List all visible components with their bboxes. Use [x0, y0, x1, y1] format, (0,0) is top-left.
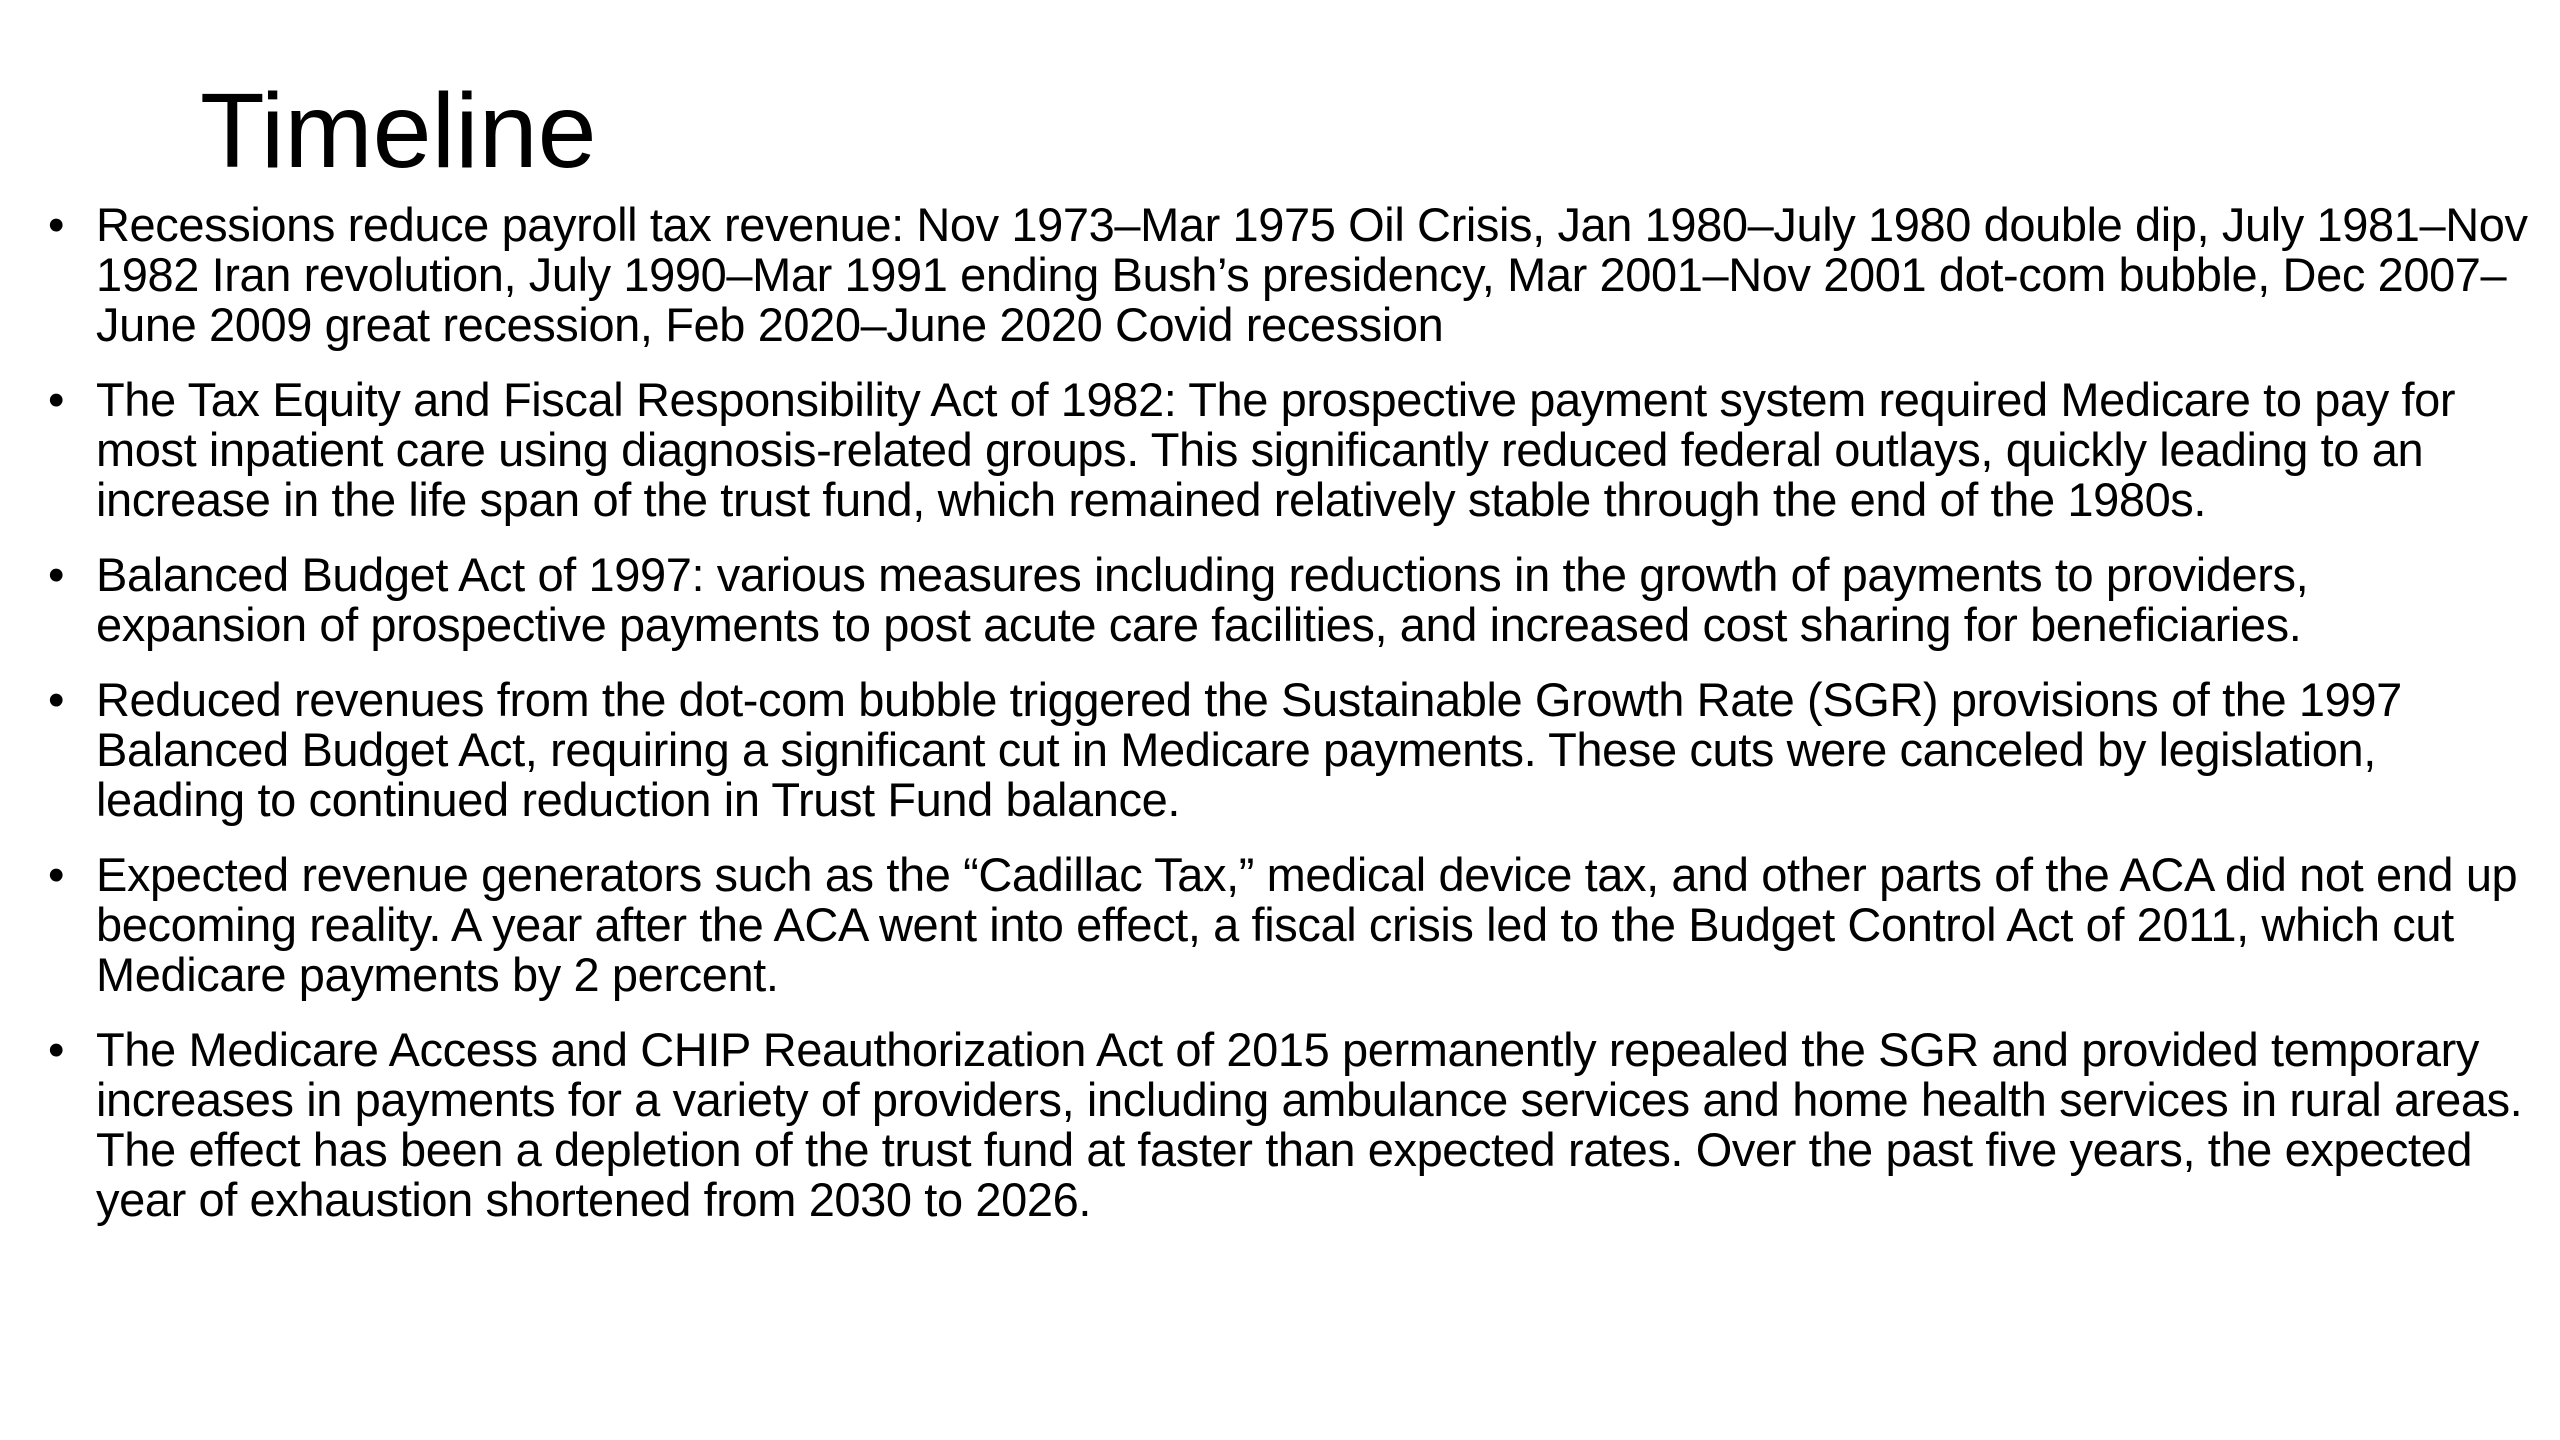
bullet-text: Reduced revenues from the dot-com bubble triggered the Sustainable Growth Rate (SGR) provisions of the 1997 Balanced Budget Act, requiring a significant cut in Medicare payments. These cuts were canceled by legislation, leading to continued reduction in Trust Fund balance.	[96, 673, 2402, 826]
bullet-item-recessions	[48, 200, 2528, 350]
bullet-icon: •	[48, 848, 65, 901]
bullet-icon: •	[48, 673, 65, 726]
bullet-text: The Tax Equity and Fiscal Responsibility Act of 1982: The prospective payment system required Medicare to pay for most inpatient care using diagnosis-related groups. This significantly reduced federal outlays, quickly leading to an increase in the life span of the trust fund, which remained relatively stable through the end of the 1980s.	[96, 373, 2456, 526]
bullet-item-macra-2015	[48, 1025, 2528, 1225]
bullet-icon: •	[48, 373, 65, 426]
bullet-text: Balanced Budget Act of 1997: various measures including reductions in the growth of payments to providers, expansion of prospective payments to post acute care facilities, and increased cost sharing for beneficiaries.	[96, 548, 2309, 651]
bullet-item-sgr	[48, 675, 2528, 825]
bullet-text: Expected revenue generators such as the “Cadillac Tax,” medical device tax, and other parts of the ACA did not end up becoming reality. A year after the ACA went into effect, a fiscal crisis led to the Budget Control Act of 2011, which cut Medicare payments by 2 percent.	[96, 848, 2518, 1001]
bullet-item-bba-1997	[48, 550, 2528, 650]
bullet-list	[48, 200, 2528, 1250]
bullet-text: The Medicare Access and CHIP Reauthorization Act of 2015 permanently repealed the SGR and provided temporary increases in payments for a variety of providers, including ambulance services and home health services in rural areas. The effect has been a depletion of the trust fund at faster than expected rates. Over the past five years, the expected year of exhaustion shortened from 2030 to 2026.	[96, 1023, 2523, 1226]
bullet-text: Recessions reduce payroll tax revenue: Nov 1973–Mar 1975 Oil Crisis, Jan 1980–July 1980 double dip, July 1981–Nov 1982 Iran revolution, July 1990–Mar 1991 ending Bush’s presidency, Mar 2001–Nov 2001 dot-com bubble, Dec 2007–June 2009 great recession, Feb 2020–June 2020 Covid recession	[96, 198, 2528, 351]
bullet-item-tefra-1982	[48, 375, 2528, 525]
bullet-icon: •	[48, 548, 65, 601]
bullet-icon: •	[48, 1023, 65, 1076]
slide-title: Timeline	[200, 72, 597, 190]
bullet-icon: •	[48, 198, 65, 251]
bullet-item-aca	[48, 850, 2528, 1000]
